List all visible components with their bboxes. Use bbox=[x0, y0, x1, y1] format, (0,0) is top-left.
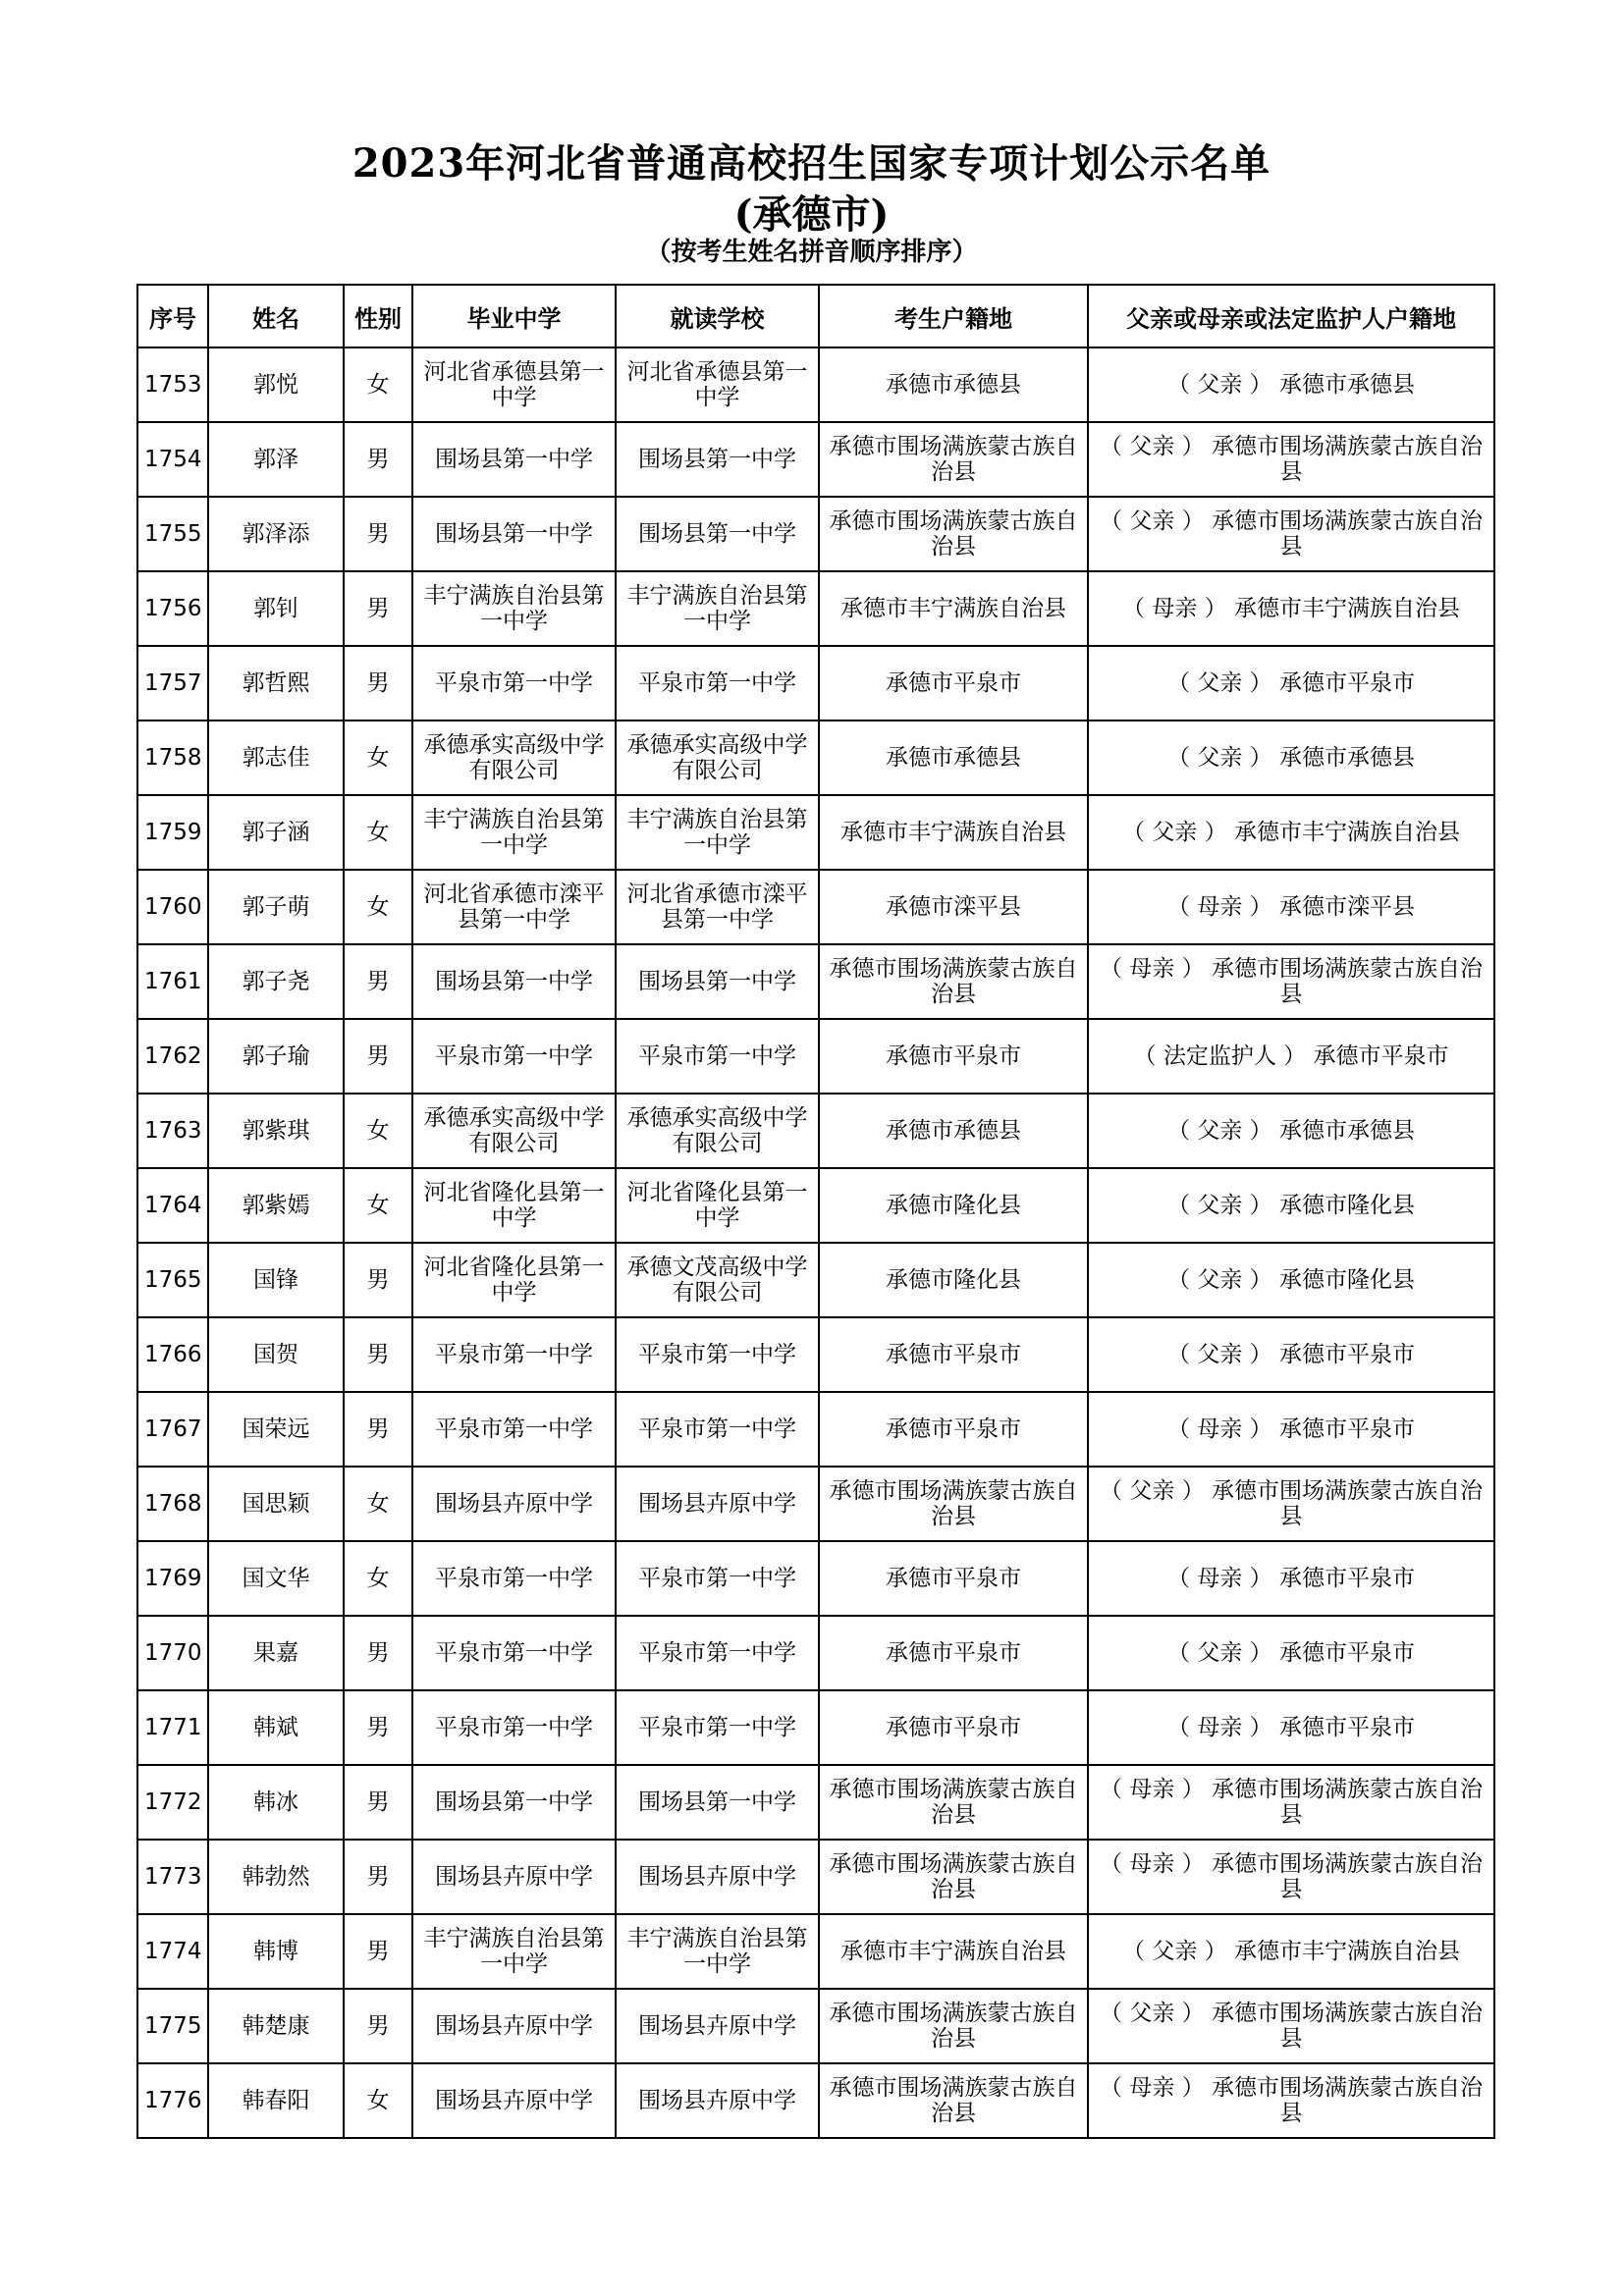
name-cell: 郭哲熙 bbox=[208, 646, 344, 721]
header-gender: 性别 bbox=[344, 285, 412, 347]
table-row bbox=[137, 1541, 1494, 1616]
guardian-residence-cell: （ 母亲 ） 承德市围场满族蒙古族自治县 bbox=[1088, 1765, 1494, 1840]
name-cell: 郭钊 bbox=[208, 571, 344, 646]
name-cell: 韩楚康 bbox=[208, 1989, 344, 2063]
graduation-school-cell: 河北省承德县第一中学 bbox=[412, 347, 616, 422]
table-row bbox=[137, 1690, 1494, 1765]
header-current-school: 就读学校 bbox=[616, 285, 819, 347]
seq-cell: 1763 bbox=[137, 1094, 208, 1168]
guardian-residence-cell: （ 法定监护人 ） 承德市平泉市 bbox=[1088, 1019, 1494, 1094]
current-school-cell: 河北省承德市滦平县第一中学 bbox=[616, 870, 819, 944]
graduation-school-cell: 河北省隆化县第一中学 bbox=[412, 1243, 616, 1317]
student-residence-cell: 承德市平泉市 bbox=[819, 1690, 1088, 1765]
seq-cell: 1766 bbox=[137, 1317, 208, 1392]
gender-cell: 女 bbox=[344, 1168, 412, 1243]
roster-table bbox=[136, 284, 1495, 2139]
guardian-residence-cell: （ 父亲 ） 承德市隆化县 bbox=[1088, 1168, 1494, 1243]
current-school-cell: 丰宁满族自治县第一中学 bbox=[616, 1914, 819, 1989]
current-school-cell: 河北省承德县第一中学 bbox=[616, 347, 819, 422]
graduation-school-cell: 丰宁满族自治县第一中学 bbox=[412, 795, 616, 870]
table-row bbox=[137, 1392, 1494, 1467]
table-row bbox=[137, 1317, 1494, 1392]
student-residence-cell: 承德市承德县 bbox=[819, 721, 1088, 795]
seq-cell: 1762 bbox=[137, 1019, 208, 1094]
current-school-cell: 平泉市第一中学 bbox=[616, 1541, 819, 1616]
table-row bbox=[137, 1989, 1494, 2063]
name-cell: 果嘉 bbox=[208, 1616, 344, 1690]
current-school-cell: 围场县第一中学 bbox=[616, 422, 819, 497]
graduation-school-cell: 河北省承德市滦平县第一中学 bbox=[412, 870, 616, 944]
gender-cell: 男 bbox=[344, 1317, 412, 1392]
graduation-school-cell: 围场县第一中学 bbox=[412, 422, 616, 497]
table-row bbox=[137, 2063, 1494, 2138]
student-residence-cell: 承德市平泉市 bbox=[819, 1616, 1088, 1690]
seq-cell: 1761 bbox=[137, 944, 208, 1019]
current-school-cell: 河北省隆化县第一中学 bbox=[616, 1168, 819, 1243]
name-cell: 韩博 bbox=[208, 1914, 344, 1989]
current-school-cell: 围场县卉原中学 bbox=[616, 2063, 819, 2138]
gender-cell: 男 bbox=[344, 1989, 412, 2063]
header-guardian-residence: 父亲或母亲或法定监护人户籍地 bbox=[1088, 285, 1494, 347]
header-graduation-school: 毕业中学 bbox=[412, 285, 616, 347]
table-row bbox=[137, 795, 1494, 870]
graduation-school-cell: 围场县第一中学 bbox=[412, 497, 616, 571]
graduation-school-cell: 平泉市第一中学 bbox=[412, 1019, 616, 1094]
seq-cell: 1758 bbox=[137, 721, 208, 795]
student-residence-cell: 承德市隆化县 bbox=[819, 1168, 1088, 1243]
table-row bbox=[137, 1243, 1494, 1317]
seq-cell: 1767 bbox=[137, 1392, 208, 1467]
table-row bbox=[137, 1914, 1494, 1989]
name-cell: 国锋 bbox=[208, 1243, 344, 1317]
guardian-residence-cell: （ 母亲 ） 承德市平泉市 bbox=[1088, 1690, 1494, 1765]
gender-cell: 男 bbox=[344, 1765, 412, 1840]
name-cell: 郭紫嫣 bbox=[208, 1168, 344, 1243]
document-title: 2023年河北省普通高校招生国家专项计划公示名单 bbox=[352, 140, 1271, 187]
table-row bbox=[137, 1168, 1494, 1243]
current-school-cell: 平泉市第一中学 bbox=[616, 1616, 819, 1690]
student-residence-cell: 承德市承德县 bbox=[819, 347, 1088, 422]
gender-cell: 男 bbox=[344, 1392, 412, 1467]
guardian-residence-cell: （ 父亲 ） 承德市承德县 bbox=[1088, 721, 1494, 795]
student-residence-cell: 承德市隆化县 bbox=[819, 1243, 1088, 1317]
student-residence-cell: 承德市滦平县 bbox=[819, 870, 1088, 944]
seq-cell: 1760 bbox=[137, 870, 208, 944]
current-school-cell: 平泉市第一中学 bbox=[616, 1392, 819, 1467]
gender-cell: 男 bbox=[344, 1243, 412, 1317]
name-cell: 郭紫琪 bbox=[208, 1094, 344, 1168]
name-cell: 韩冰 bbox=[208, 1765, 344, 1840]
name-cell: 韩斌 bbox=[208, 1690, 344, 1765]
table-row bbox=[137, 1765, 1494, 1840]
gender-cell: 女 bbox=[344, 795, 412, 870]
table-row bbox=[137, 422, 1494, 497]
table-row bbox=[137, 870, 1494, 944]
name-cell: 国贺 bbox=[208, 1317, 344, 1392]
name-cell: 郭悦 bbox=[208, 347, 344, 422]
name-cell: 国荣远 bbox=[208, 1392, 344, 1467]
gender-cell: 女 bbox=[344, 1094, 412, 1168]
current-school-cell: 承德文茂高级中学有限公司 bbox=[616, 1243, 819, 1317]
graduation-school-cell: 平泉市第一中学 bbox=[412, 1541, 616, 1616]
guardian-residence-cell: （ 父亲 ） 承德市平泉市 bbox=[1088, 1317, 1494, 1392]
guardian-residence-cell: （ 父亲 ） 承德市平泉市 bbox=[1088, 646, 1494, 721]
table-row bbox=[137, 571, 1494, 646]
current-school-cell: 承德承实高级中学有限公司 bbox=[616, 721, 819, 795]
gender-cell: 女 bbox=[344, 1541, 412, 1616]
gender-cell: 男 bbox=[344, 497, 412, 571]
current-school-cell: 丰宁满族自治县第一中学 bbox=[616, 795, 819, 870]
header-row bbox=[137, 285, 1494, 347]
guardian-residence-cell: （ 母亲 ） 承德市围场满族蒙古族自治县 bbox=[1088, 1840, 1494, 1914]
name-cell: 韩勃然 bbox=[208, 1840, 344, 1914]
header-student-residence: 考生户籍地 bbox=[819, 285, 1088, 347]
header-name: 姓名 bbox=[208, 285, 344, 347]
gender-cell: 女 bbox=[344, 1467, 412, 1541]
name-cell: 郭子尧 bbox=[208, 944, 344, 1019]
gender-cell: 女 bbox=[344, 2063, 412, 2138]
graduation-school-cell: 承德承实高级中学有限公司 bbox=[412, 1094, 616, 1168]
seq-cell: 1753 bbox=[137, 347, 208, 422]
seq-cell: 1771 bbox=[137, 1690, 208, 1765]
seq-cell: 1773 bbox=[137, 1840, 208, 1914]
gender-cell: 男 bbox=[344, 1914, 412, 1989]
guardian-residence-cell: （ 父亲 ） 承德市承德县 bbox=[1088, 347, 1494, 422]
graduation-school-cell: 丰宁满族自治县第一中学 bbox=[412, 1914, 616, 1989]
graduation-school-cell: 平泉市第一中学 bbox=[412, 646, 616, 721]
guardian-residence-cell: （ 父亲 ） 承德市丰宁满族自治县 bbox=[1088, 795, 1494, 870]
name-cell: 郭子瑜 bbox=[208, 1019, 344, 1094]
seq-cell: 1770 bbox=[137, 1616, 208, 1690]
graduation-school-cell: 围场县第一中学 bbox=[412, 944, 616, 1019]
graduation-school-cell: 平泉市第一中学 bbox=[412, 1392, 616, 1467]
current-school-cell: 围场县卉原中学 bbox=[616, 1467, 819, 1541]
current-school-cell: 围场县第一中学 bbox=[616, 1765, 819, 1840]
student-residence-cell: 承德市平泉市 bbox=[819, 1392, 1088, 1467]
guardian-residence-cell: （ 父亲 ） 承德市隆化县 bbox=[1088, 1243, 1494, 1317]
guardian-residence-cell: （ 母亲 ） 承德市围场满族蒙古族自治县 bbox=[1088, 944, 1494, 1019]
current-school-cell: 丰宁满族自治县第一中学 bbox=[616, 571, 819, 646]
guardian-residence-cell: （ 父亲 ） 承德市丰宁满族自治县 bbox=[1088, 1914, 1494, 1989]
seq-cell: 1757 bbox=[137, 646, 208, 721]
gender-cell: 男 bbox=[344, 422, 412, 497]
seq-cell: 1768 bbox=[137, 1467, 208, 1541]
gender-cell: 男 bbox=[344, 1616, 412, 1690]
table-row bbox=[137, 944, 1494, 1019]
gender-cell: 女 bbox=[344, 721, 412, 795]
guardian-residence-cell: （ 父亲 ） 承德市围场满族蒙古族自治县 bbox=[1088, 422, 1494, 497]
table-row bbox=[137, 1019, 1494, 1094]
roster-body bbox=[137, 347, 1494, 2138]
gender-cell: 男 bbox=[344, 571, 412, 646]
table-row bbox=[137, 1616, 1494, 1690]
table-row bbox=[137, 1840, 1494, 1914]
graduation-school-cell: 平泉市第一中学 bbox=[412, 1690, 616, 1765]
student-residence-cell: 承德市围场满族蒙古族自治县 bbox=[819, 1765, 1088, 1840]
student-residence-cell: 承德市平泉市 bbox=[819, 1541, 1088, 1616]
student-residence-cell: 承德市围场满族蒙古族自治县 bbox=[819, 944, 1088, 1019]
name-cell: 国思颖 bbox=[208, 1467, 344, 1541]
gender-cell: 男 bbox=[344, 646, 412, 721]
name-cell: 韩春阳 bbox=[208, 2063, 344, 2138]
graduation-school-cell: 围场县卉原中学 bbox=[412, 1840, 616, 1914]
student-residence-cell: 承德市平泉市 bbox=[819, 1317, 1088, 1392]
seq-cell: 1759 bbox=[137, 795, 208, 870]
student-residence-cell: 承德市承德县 bbox=[819, 1094, 1088, 1168]
current-school-cell: 围场县第一中学 bbox=[616, 944, 819, 1019]
table-row bbox=[137, 347, 1494, 422]
current-school-cell: 平泉市第一中学 bbox=[616, 646, 819, 721]
gender-cell: 女 bbox=[344, 870, 412, 944]
seq-cell: 1764 bbox=[137, 1168, 208, 1243]
graduation-school-cell: 承德承实高级中学有限公司 bbox=[412, 721, 616, 795]
graduation-school-cell: 平泉市第一中学 bbox=[412, 1317, 616, 1392]
gender-cell: 男 bbox=[344, 1690, 412, 1765]
student-residence-cell: 承德市丰宁满族自治县 bbox=[819, 795, 1088, 870]
name-cell: 国文华 bbox=[208, 1541, 344, 1616]
student-residence-cell: 承德市围场满族蒙古族自治县 bbox=[819, 2063, 1088, 2138]
student-residence-cell: 承德市丰宁满族自治县 bbox=[819, 1914, 1088, 1989]
guardian-residence-cell: （ 母亲 ） 承德市丰宁满族自治县 bbox=[1088, 571, 1494, 646]
name-cell: 郭子萌 bbox=[208, 870, 344, 944]
seq-cell: 1769 bbox=[137, 1541, 208, 1616]
graduation-school-cell: 围场县卉原中学 bbox=[412, 1989, 616, 2063]
student-residence-cell: 承德市围场满族蒙古族自治县 bbox=[819, 422, 1088, 497]
student-residence-cell: 承德市围场满族蒙古族自治县 bbox=[819, 1467, 1088, 1541]
current-school-cell: 围场县第一中学 bbox=[616, 497, 819, 571]
table-row bbox=[137, 721, 1494, 795]
guardian-residence-cell: （ 母亲 ） 承德市平泉市 bbox=[1088, 1541, 1494, 1616]
guardian-residence-cell: （ 母亲 ） 承德市围场满族蒙古族自治县 bbox=[1088, 2063, 1494, 2138]
guardian-residence-cell: （ 父亲 ） 承德市平泉市 bbox=[1088, 1616, 1494, 1690]
table-row bbox=[137, 497, 1494, 571]
graduation-school-cell: 平泉市第一中学 bbox=[412, 1616, 616, 1690]
sort-note: （按考生姓名拼音顺序排序） bbox=[645, 238, 978, 267]
current-school-cell: 平泉市第一中学 bbox=[616, 1317, 819, 1392]
student-residence-cell: 承德市围场满族蒙古族自治县 bbox=[819, 1989, 1088, 2063]
name-cell: 郭泽添 bbox=[208, 497, 344, 571]
header-seq: 序号 bbox=[137, 285, 208, 347]
guardian-residence-cell: （ 父亲 ） 承德市围场满族蒙古族自治县 bbox=[1088, 1467, 1494, 1541]
name-cell: 郭泽 bbox=[208, 422, 344, 497]
graduation-school-cell: 丰宁满族自治县第一中学 bbox=[412, 571, 616, 646]
seq-cell: 1772 bbox=[137, 1765, 208, 1840]
seq-cell: 1755 bbox=[137, 497, 208, 571]
guardian-residence-cell: （ 母亲 ） 承德市平泉市 bbox=[1088, 1392, 1494, 1467]
guardian-residence-cell: （ 父亲 ） 承德市承德县 bbox=[1088, 1094, 1494, 1168]
seq-cell: 1775 bbox=[137, 1989, 208, 2063]
graduation-school-cell: 围场县卉原中学 bbox=[412, 2063, 616, 2138]
name-cell: 郭子涵 bbox=[208, 795, 344, 870]
guardian-residence-cell: （ 父亲 ） 承德市围场满族蒙古族自治县 bbox=[1088, 1989, 1494, 2063]
guardian-residence-cell: （ 母亲 ） 承德市滦平县 bbox=[1088, 870, 1494, 944]
current-school-cell: 承德承实高级中学有限公司 bbox=[616, 1094, 819, 1168]
gender-cell: 女 bbox=[344, 347, 412, 422]
student-residence-cell: 承德市丰宁满族自治县 bbox=[819, 571, 1088, 646]
gender-cell: 男 bbox=[344, 1840, 412, 1914]
graduation-school-cell: 围场县第一中学 bbox=[412, 1765, 616, 1840]
guardian-residence-cell: （ 父亲 ） 承德市围场满族蒙古族自治县 bbox=[1088, 497, 1494, 571]
seq-cell: 1754 bbox=[137, 422, 208, 497]
student-residence-cell: 承德市平泉市 bbox=[819, 646, 1088, 721]
document-subtitle: (承德市) bbox=[733, 191, 890, 238]
table-row bbox=[137, 1094, 1494, 1168]
student-residence-cell: 承德市围场满族蒙古族自治县 bbox=[819, 497, 1088, 571]
table-row bbox=[137, 1467, 1494, 1541]
table-row bbox=[137, 646, 1494, 721]
current-school-cell: 平泉市第一中学 bbox=[616, 1690, 819, 1765]
current-school-cell: 围场县卉原中学 bbox=[616, 1989, 819, 2063]
graduation-school-cell: 河北省隆化县第一中学 bbox=[412, 1168, 616, 1243]
seq-cell: 1756 bbox=[137, 571, 208, 646]
student-residence-cell: 承德市平泉市 bbox=[819, 1019, 1088, 1094]
gender-cell: 男 bbox=[344, 1019, 412, 1094]
current-school-cell: 平泉市第一中学 bbox=[616, 1019, 819, 1094]
student-residence-cell: 承德市围场满族蒙古族自治县 bbox=[819, 1840, 1088, 1914]
seq-cell: 1774 bbox=[137, 1914, 208, 1989]
current-school-cell: 围场县卉原中学 bbox=[616, 1840, 819, 1914]
seq-cell: 1776 bbox=[137, 2063, 208, 2138]
gender-cell: 男 bbox=[344, 944, 412, 1019]
graduation-school-cell: 围场县卉原中学 bbox=[412, 1467, 616, 1541]
name-cell: 郭志佳 bbox=[208, 721, 344, 795]
seq-cell: 1765 bbox=[137, 1243, 208, 1317]
